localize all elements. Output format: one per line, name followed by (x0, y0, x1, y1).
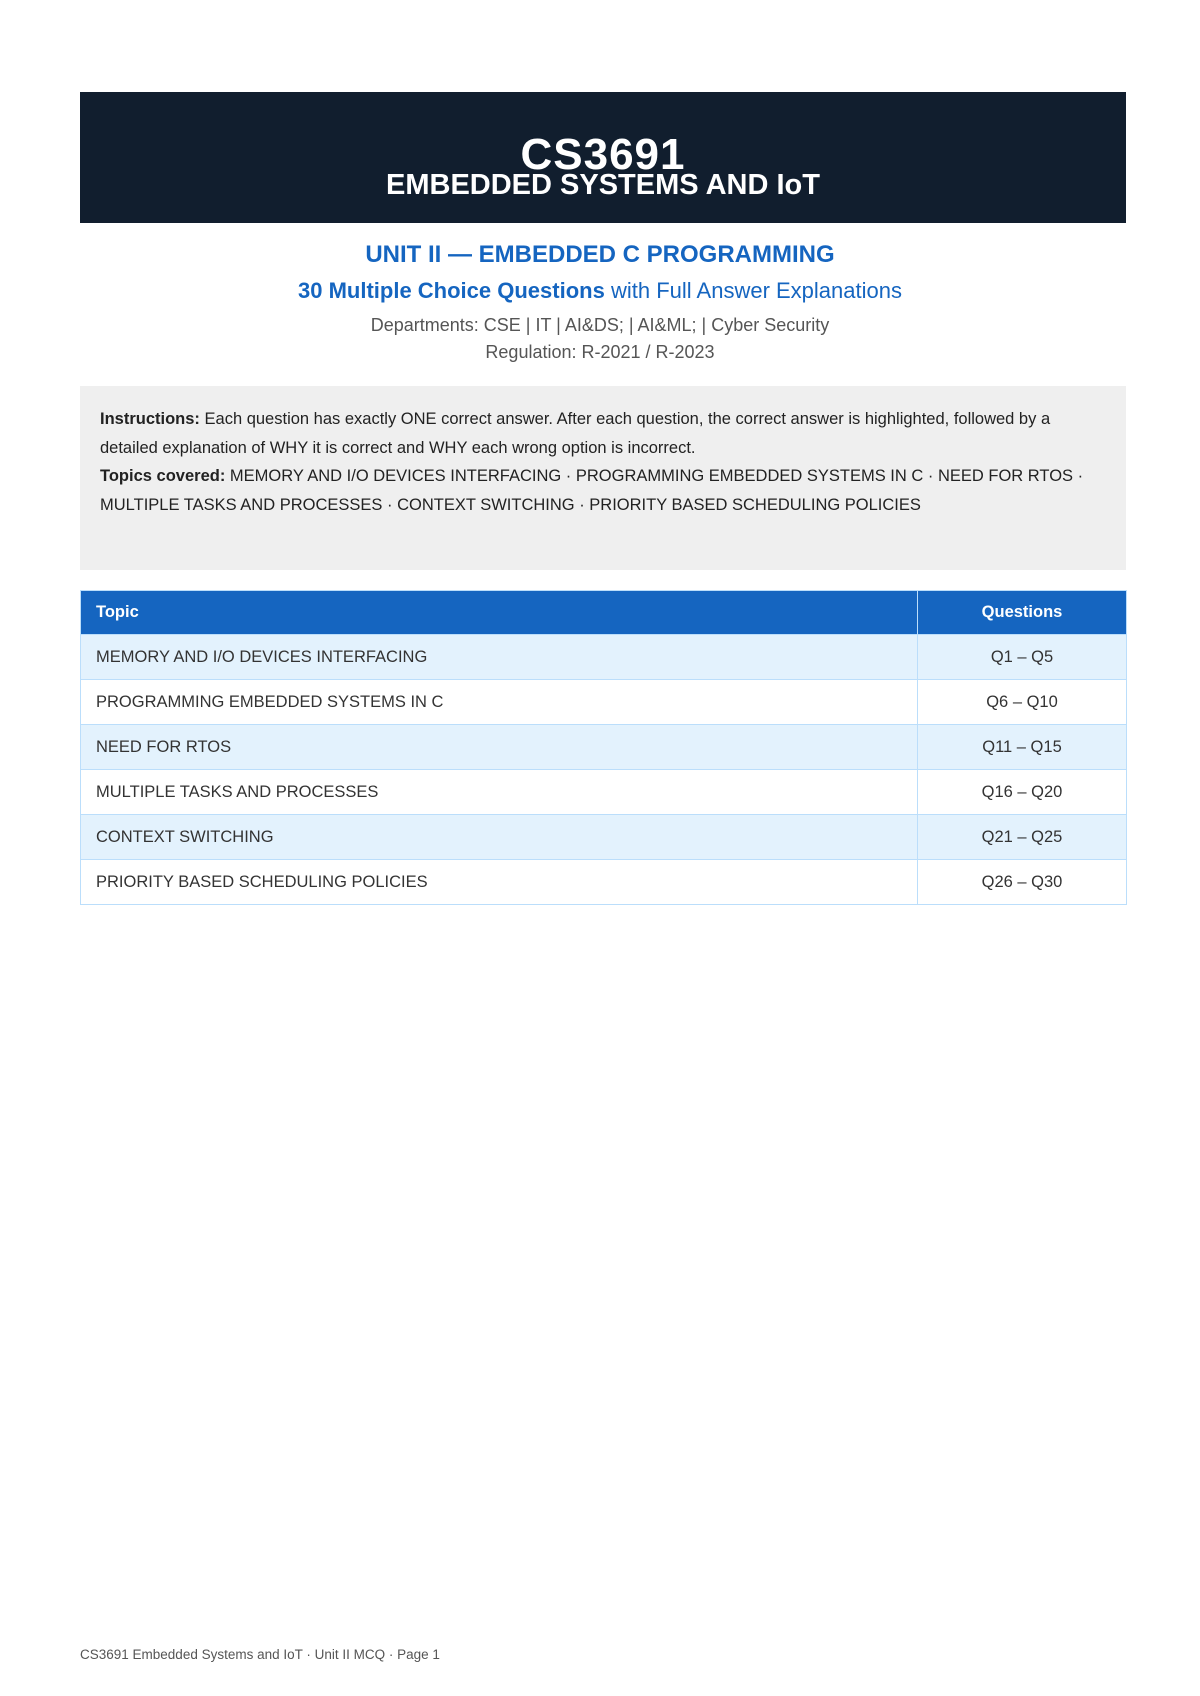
subtitle-strong: 30 Multiple Choice Questions (298, 278, 605, 303)
course-title: EMBEDDED SYSTEMS AND IoT (386, 169, 820, 201)
table-header-row (81, 591, 1127, 635)
questions-cell: Q26 – Q30 (918, 860, 1127, 905)
departments-line: Departments: CSE | IT | AI&DS; | AI&ML; | Cyber Security (370, 315, 830, 335)
table-row (81, 815, 1127, 860)
topic-cell: MULTIPLE TASKS AND PROCESSES (81, 770, 918, 815)
topics-paragraph (100, 462, 1106, 519)
header-topic: Topic (81, 591, 918, 635)
instructions-text: Each question has exactly ONE correct answer. After each question, the correct answer is highlighted, followed by a detailed explanation of WHY it is correct and WHY each wrong option is incorrect. (100, 410, 1051, 457)
topics-text: MEMORY AND I/O DEVICES INTERFACING · PROGRAMMING EMBEDDED SYSTEMS IN C · NEED FOR RTOS · MULTIPLE TASKS AND PROCESSES · CONTEXT SWITCHING · PRIORITY BASED SCHEDULING POLICIES (100, 467, 1084, 514)
instructions-label: Instructions: (100, 410, 200, 428)
course-code: CS3691 (520, 130, 686, 179)
instructions-box (80, 386, 1126, 570)
header-questions: Questions (918, 591, 1127, 635)
questions-cell: Q6 – Q10 (918, 680, 1127, 725)
questions-cell: Q11 – Q15 (918, 725, 1127, 770)
questions-cell: Q16 – Q20 (918, 770, 1127, 815)
table-row (81, 770, 1127, 815)
table-row (81, 725, 1127, 770)
topics-label: Topics covered: (100, 467, 226, 485)
table-row (81, 635, 1127, 680)
topic-cell: PROGRAMMING EMBEDDED SYSTEMS IN C (81, 680, 918, 725)
questions-cell: Q21 – Q25 (918, 815, 1127, 860)
subtitle (0, 277, 1200, 305)
topic-table (80, 590, 1127, 905)
topic-cell: CONTEXT SWITCHING (81, 815, 918, 860)
table-row (81, 680, 1127, 725)
unit-title: UNIT II — EMBEDDED C PROGRAMMING (365, 241, 835, 268)
title-banner (80, 92, 1126, 223)
topic-cell: NEED FOR RTOS (81, 725, 918, 770)
subtitle-rest: with Full Answer Explanations (604, 278, 902, 303)
questions-cell: Q1 – Q5 (918, 635, 1127, 680)
topic-cell: PRIORITY BASED SCHEDULING POLICIES (81, 860, 918, 905)
table-row (81, 860, 1127, 905)
topic-cell: MEMORY AND I/O DEVICES INTERFACING (81, 635, 918, 680)
instructions-paragraph (100, 405, 1106, 462)
regulation-line: Regulation: R-2021 / R-2023 (485, 342, 715, 362)
page-footer: CS3691 Embedded Systems and IoT · Unit II MCQ · Page 1 (80, 1647, 440, 1662)
